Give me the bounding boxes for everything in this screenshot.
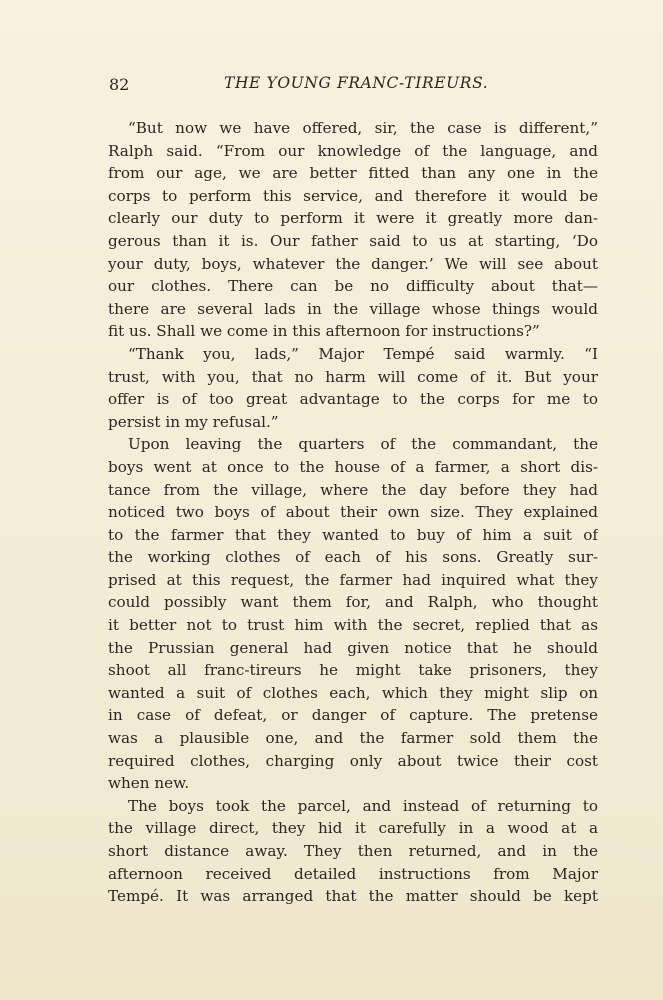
text-line: clearly our duty to perform it were it greatly more dan- xyxy=(108,209,598,228)
text-line: offer is of too great advantage to the corps for me to xyxy=(108,390,598,409)
text-line: to the farmer that they wanted to buy of him a suit of xyxy=(108,525,598,544)
page-number: 82 xyxy=(109,75,130,94)
text-line: trust, with you, that no harm will come of it. But your xyxy=(108,367,598,386)
text-line: the Prussian general had given notice that he should xyxy=(108,638,598,657)
text-line: persist in my refusal.” xyxy=(108,412,279,431)
text-line: it better not to trust him with the secret, replied that as xyxy=(108,616,598,635)
text-line: our clothes. There can be no difficulty about that— xyxy=(108,277,598,296)
text-line: noticed two boys of about their own size. They explained xyxy=(108,503,598,522)
text-line: wanted a suit of clothes each, which they might slip on xyxy=(108,683,598,702)
text-line: boys went at once to the house of a farmer, a short dis- xyxy=(108,457,598,476)
text-line: the village direct, they hid it carefully in a wood at a xyxy=(108,819,598,838)
text-line: fit us. Shall we come in this afternoon for instructions?” xyxy=(108,322,540,341)
text-line: corps to perform this service, and therefore it would be xyxy=(108,186,598,205)
text-line: required clothes, charging only about twice their cost xyxy=(108,751,598,770)
text-line: shoot all franc-tireurs he might take prisoners, they xyxy=(108,661,598,680)
text-line: was a plausible one, and the farmer sold them the xyxy=(108,729,598,748)
text-line: in case of defeat, or danger of capture. The pretense xyxy=(108,706,598,725)
text-line: “But now we have offered, sir, the case is different,” xyxy=(128,119,598,137)
text-line: The boys took the parcel, and instead of returning to xyxy=(128,796,598,815)
text-line: Ralph said. “From our knowledge of the language, and xyxy=(108,141,598,160)
text-line: from our age, we are better fitted than any one in the xyxy=(108,164,598,183)
text-line: “Thank you, lads,” Major Tempé said warmly. “I xyxy=(128,344,598,363)
text-line: there are several lads in the village whose things would xyxy=(108,299,598,318)
body-text xyxy=(108,117,598,908)
text-line: when new. xyxy=(108,774,190,793)
text-line: short distance away. They then returned, and in the xyxy=(108,842,598,860)
text-line: Tempé. It was arranged that the matter should be kept xyxy=(108,887,598,906)
text-line: could possibly want them for, and Ralph, who thought xyxy=(108,593,598,612)
text-line: your duty, boys, whatever the danger.’ We will see about xyxy=(108,254,598,273)
text-line: gerous than it is. Our father said to us at starting, ‘Do xyxy=(108,231,598,250)
running-title: THE YOUNG FRANC-TIREURS. xyxy=(224,74,489,92)
text-line: the working clothes of each of his sons. Greatly sur- xyxy=(108,548,598,567)
text-line: Upon leaving the quarters of the commandant, the xyxy=(128,435,598,454)
text-line: tance from the village, where the day before they had xyxy=(108,480,598,499)
text-line: afternoon received detailed instructions from Major xyxy=(108,864,598,883)
text-line: prised at this request, the farmer had inquired what they xyxy=(108,570,598,589)
